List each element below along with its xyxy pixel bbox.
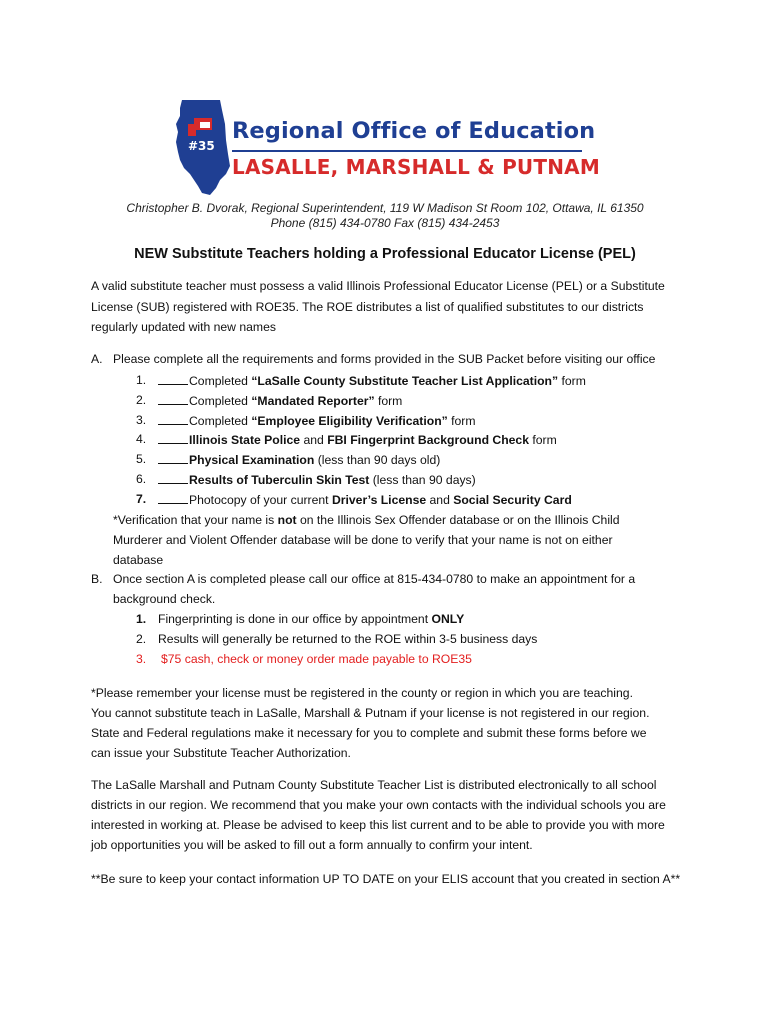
roe-logo <box>170 98 600 198</box>
intro-line-1: A valid substitute teacher must possess a valid Illinois Professional Educator License (PEL) or a Substitute <box>91 279 665 293</box>
intro-line-3: regularly updated with new names <box>91 320 276 334</box>
verification-note-line-2: Murderer and Violent Offender database will be done to verify that your name is not on either <box>113 533 613 547</box>
list-item: Completed “Employee Eligibility Verification” form <box>158 413 476 428</box>
logo-subtitle: LASALLE, MARSHALL & PUTNAM <box>232 155 600 179</box>
list-item-number: 5. <box>136 452 147 466</box>
list-item-number: 4. <box>136 432 147 446</box>
section-b-line-1: Once section A is completed please call our office at 815-434-0780 to make an appointment for a <box>113 572 636 586</box>
list-item: Photocopy of your current Driver’s License and Social Security Card <box>158 492 572 507</box>
logo-divider <box>232 150 582 152</box>
reminder-line-1: *Please remember your license must be registered in the county or region in which you are teaching. <box>91 686 633 700</box>
section-a-marker: A. <box>91 352 103 366</box>
contact-phone: Phone (815) 434-0780 Fax (815) 434-2453 <box>270 216 500 230</box>
list-item-number: 6. <box>136 472 147 486</box>
verification-note-line-1: *Verification that your name is not on the Illinois Sex Offender database or on the Illinois Child <box>113 513 620 527</box>
reminder-line-4: can issue your Substitute Teacher Authorization. <box>91 746 351 760</box>
list-item-number: 2. <box>136 632 147 646</box>
section-a-text: Please complete all the requirements and forms provided in the SUB Packet before visiting our office <box>113 352 656 366</box>
list-item: Fingerprinting is done in our office by appointment ONLY <box>158 612 465 626</box>
blank-line <box>158 452 188 464</box>
list-item: Completed “Mandated Reporter” form <box>158 393 402 408</box>
list-item: Results of Tuberculin Skin Test (less than 90 days) <box>158 472 476 487</box>
distribution-line-1: The LaSalle Marshall and Putnam County Substitute Teacher List is distributed electronically to all school <box>91 778 657 792</box>
blank-line <box>158 373 188 385</box>
list-item-number: 7. <box>136 492 147 506</box>
blank-line <box>158 413 188 425</box>
distribution-line-2: districts in our region. We recommend that you make your own contacts with the individual schools you are <box>91 798 666 812</box>
blank-line <box>158 393 188 405</box>
blank-line <box>158 472 188 484</box>
reminder-line-2: You cannot substitute teach in LaSalle, Marshall & Putnam if your license is not registered in our region. <box>91 706 650 720</box>
intro-line-2: License (SUB) registered with ROE35. The ROE distributes a list of qualified substitutes to our districts <box>91 300 644 314</box>
list-item-number: 3. <box>136 413 147 427</box>
distribution-line-4: job opportunities you will be asked to fill out a form annually to confirm your intent. <box>91 838 533 852</box>
blank-line <box>158 432 188 444</box>
logo-badge: #35 <box>188 139 215 153</box>
verification-note-line-3: database <box>113 553 164 567</box>
logo-title: Regional Office of Education <box>232 118 596 144</box>
fee-notice: $75 cash, check or money order made payable to ROE35 <box>161 652 472 666</box>
closing-note: **Be sure to keep your contact information UP TO DATE on your ELIS account that you created in section A** <box>91 872 681 886</box>
list-item-number: 2. <box>136 393 147 407</box>
list-item: Results will generally be returned to the ROE within 3-5 business days <box>158 632 538 646</box>
blank-line <box>158 492 188 504</box>
reminder-line-3: State and Federal regulations make it necessary for you to complete and submit these forms before we <box>91 726 647 740</box>
list-item-number: 3. <box>136 652 147 666</box>
list-item: Physical Examination (less than 90 days old) <box>158 452 440 467</box>
section-b-marker: B. <box>91 572 103 586</box>
illinois-map-icon <box>170 98 240 198</box>
list-item: Completed “LaSalle County Substitute Teacher List Application” form <box>158 373 586 388</box>
distribution-line-3: interested in working at. Please be advised to keep this list current and to be able to provide you with more <box>91 818 665 832</box>
document-title: NEW Substitute Teachers holding a Professional Educator License (PEL) <box>134 246 636 262</box>
section-b-line-2: background check. <box>113 592 216 606</box>
list-item-number: 1. <box>136 373 147 387</box>
list-item-number: 1. <box>136 612 147 626</box>
list-item: Illinois State Police and FBI Fingerprint Background Check form <box>158 432 557 447</box>
contact-address: Christopher B. Dvorak, Regional Superintendent, 119 W Madison St Room 102, Ottawa, IL 61350 <box>126 201 644 215</box>
